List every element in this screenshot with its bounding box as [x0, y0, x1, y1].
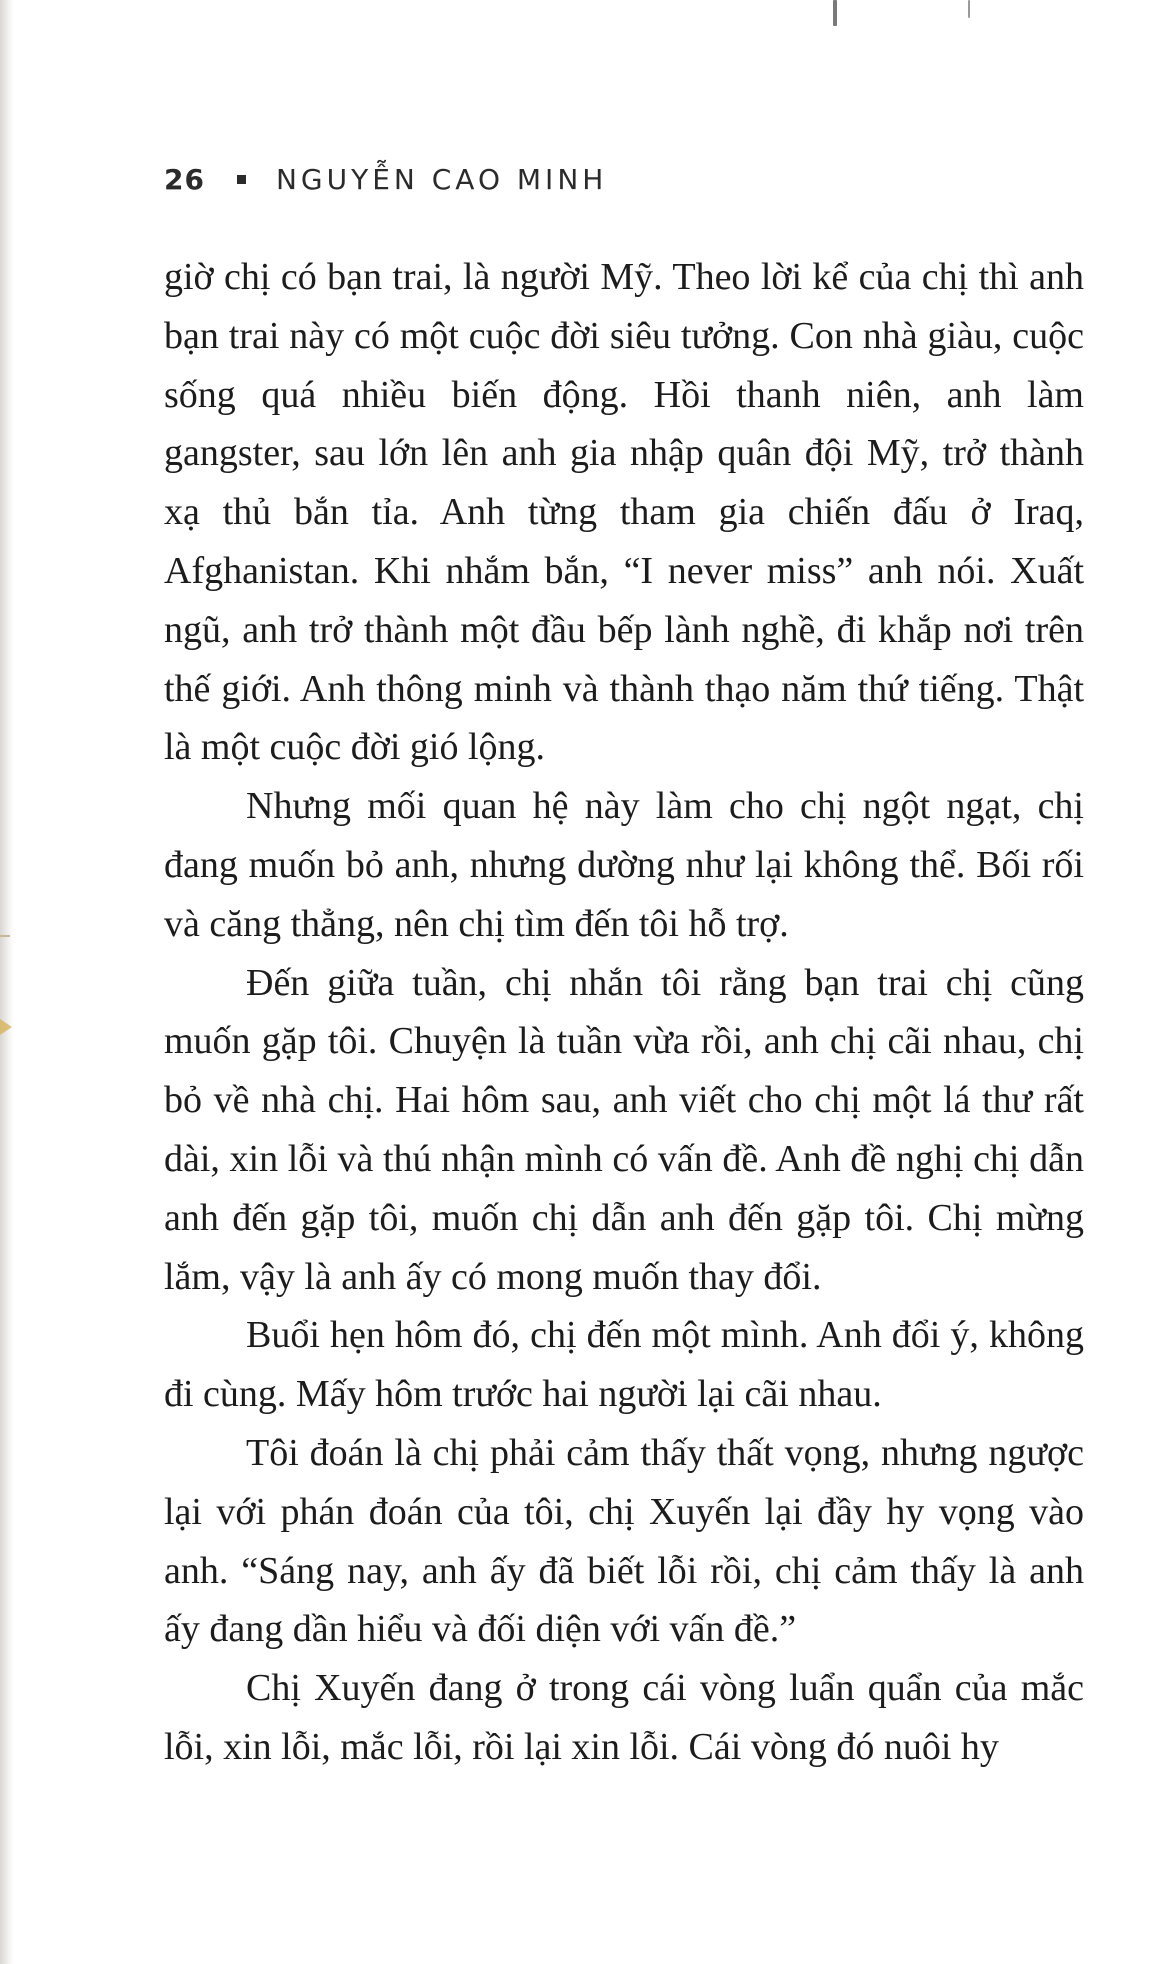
- paragraph: Đến giữa tuần, chị nhắn tôi rằng bạn trai chị cũng muốn gặp tôi. Chuyện là tuần vừa rồi, anh chị cãi nhau, chị bỏ về nhà chị. Hai hôm sau, anh viết cho chị một lá thư rất dài, xin lỗi và thú nhận mình có vấn đề. Anh đề nghị chị dẫn anh đến gặp tôi, muốn chị dẫn anh đến gặp tôi. Chị mừng lắm, vậy là anh ấy có mong muốn thay đổi.: [164, 961, 1084, 1298]
- paragraph: Chị Xuyến đang ở trong cái vòng luẩn quẩn của mắc lỗi, xin lỗi, mắc lỗi, rồi lại xin lỗi. Cái vòng đó nuôi hy: [164, 1667, 1084, 1768]
- paragraph: Buổi hẹn hôm đó, chị đến một mình. Anh đổi ý, không đi cùng. Mấy hôm trước hai người lại cãi nhau.: [164, 1314, 1084, 1416]
- running-header: [164, 163, 607, 196]
- header-separator-bullet: [237, 175, 246, 184]
- page-gutter-shadow: [0, 0, 14, 1964]
- paragraph: Tôi đoán là chị phải cảm thấy thất vọng, nhưng ngược lại với phán đoán của tôi, chị Xuyến lại đầy hy vọng vào anh. “Sáng nay, anh ấy đã biết lỗi rồi, chị cảm thấy là anh ấy đang dần hiểu và đối diện với vấn đề.”: [164, 1431, 1084, 1651]
- scan-mark: [833, 0, 837, 26]
- header-author: NGUYỄN CAO MINH: [275, 163, 608, 196]
- paragraph: Nhưng mối quan hệ này làm cho chị ngột ngạt, chị đang muốn bỏ anh, nhưng dường như lại không thể. Bối rối và căng thẳng, nên chị tìm đến tôi hỗ trợ.: [164, 785, 1084, 945]
- edge-mark: [0, 935, 10, 937]
- scan-mark: [968, 0, 970, 18]
- body-text: [164, 248, 1084, 1777]
- page-number: 26: [164, 163, 205, 196]
- paragraph: giờ chị có bạn trai, là người Mỹ. Theo lời kể của chị thì anh bạn trai này có một cuộc đời siêu tưởng. Con nhà giàu, cuộc sống quá nhiều biến động. Hồi thanh niên, anh làm gangster, sau lớn lên anh gia nhập quân đội Mỹ, trở thành xạ thủ bắn tỉa. Anh từng tham gia chiến đấu ở Iraq, Afghanistan. Khi nhắm bắn, “I never miss” anh nói. Xuất ngũ, anh trở thành một đầu bếp lành nghề, đi khắp nơi trên thế giới. Anh thông minh và thành thạo năm thứ tiếng. Thật là một cuộc đời gió lộng.: [164, 256, 1084, 769]
- bookmark-tab: [0, 1019, 12, 1035]
